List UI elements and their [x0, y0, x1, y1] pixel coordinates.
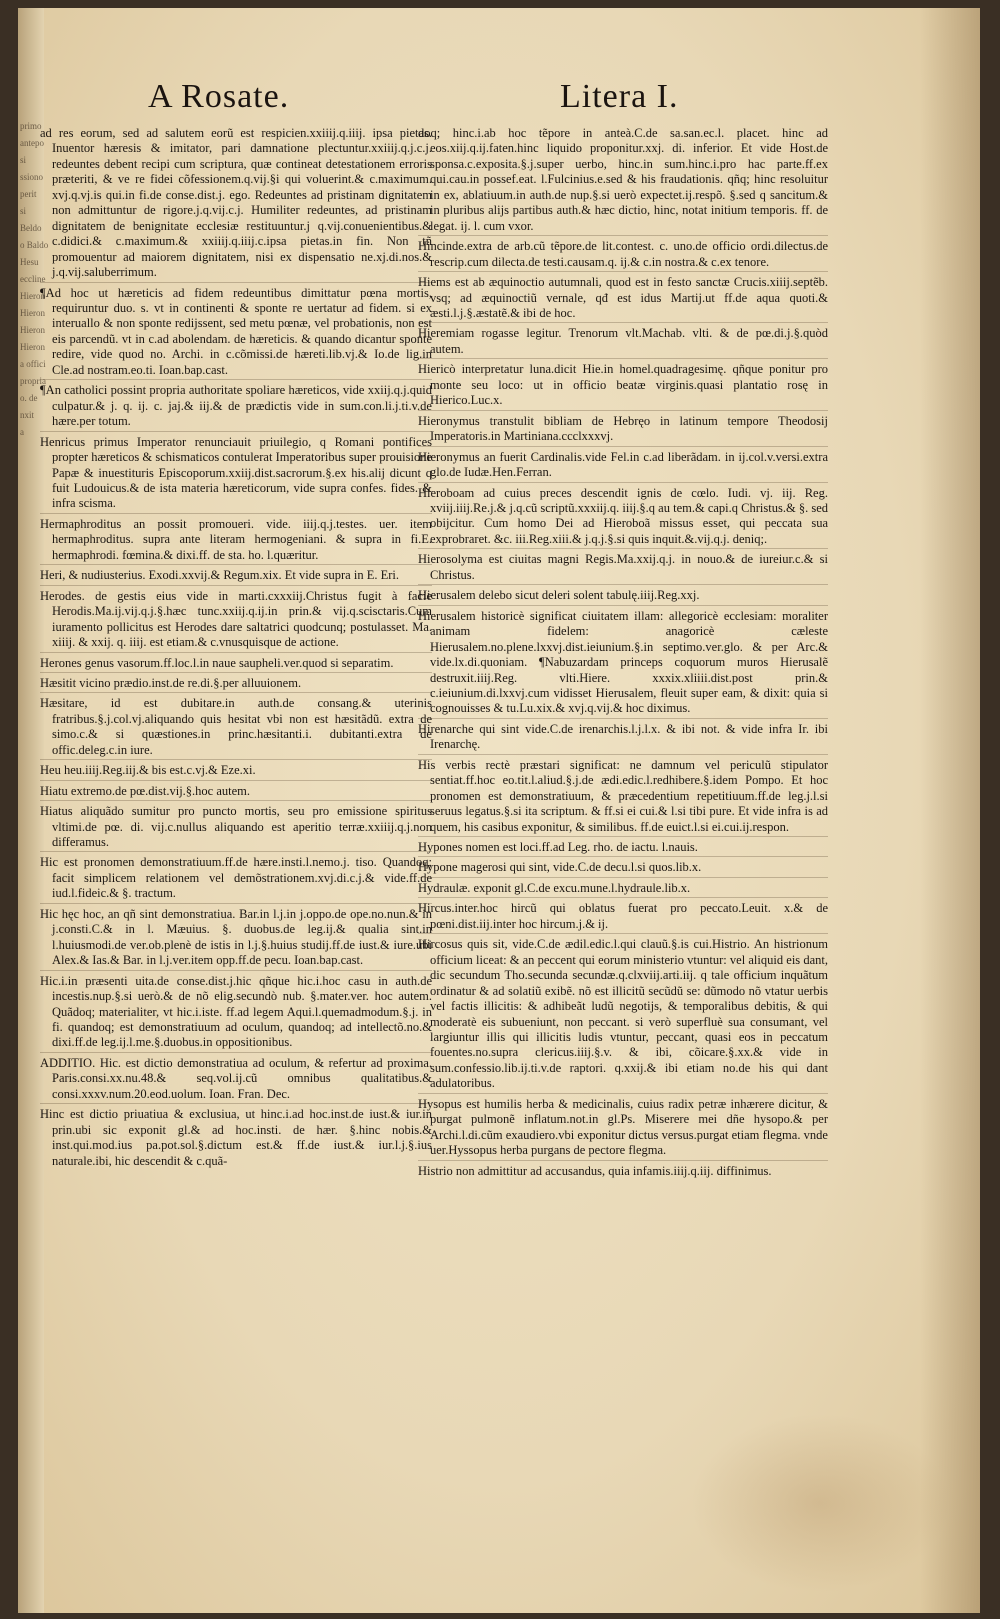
dictionary-entry: His verbis rectè præstari significat: ne damnum vel periculũ stipulator sentiat.ff.hoc eo.tit.l.aliud.§.j.de ædi.edic.l.redhibere.§.idem Pompo. Et hoc pronomen est demonstratiuum, & præcedentium repetitiuum.ff.de leg.j.l.si seruus legatus.§.si ita scriptum. & ff.si ei cui.& l.si tibi pure. Et vide infra is ad quem, his casibus exponitur, & similibus. ff.de euict.l.si ei.cui.ij.respon.: [418, 758, 828, 837]
dictionary-entry: Hic est pronomen demonstratiuum.ff.de hære.insti.l.nemo.j. tiso. Quandoq; facit simplicem relationem vel demõstrationem.xvj.di.c.j.& vide.ff.de iud.l.fideic.& §. tractum.: [40, 855, 432, 903]
dictionary-entry: Hiericò interpretatur luna.dicit Hie.in homel.quadragesimę. qñque ponitur pro monte seu loco: ut in officio beatæ virginis.quasi plantatio rosę in Hierico.Luc.x.: [418, 362, 828, 410]
dictionary-entry: Herones genus vasorum.ff.loc.l.in naue saupheli.ver.quod si separatim.: [40, 656, 432, 673]
margin-note: a: [20, 427, 24, 437]
margin-notes: [20, 118, 49, 441]
right-column: [418, 126, 828, 1183]
margin-note: Hieron: [20, 291, 45, 301]
margin-note: Beldo: [20, 223, 42, 233]
margin-note: Hieron: [20, 342, 45, 352]
page-edge-shadow: [920, 8, 980, 1613]
dictionary-entry: Hypones nomen est loci.ff.ad Leg. rho. de iactu. l.nauis.: [418, 840, 828, 857]
dictionary-entry: Hieroboam ad cuius preces descendit ignis de cœlo. Iudi. vj. iij. Reg. xviij.iiij.Re.j.& j.q.cũ scriptũ.xxxiij.q. iiij.§.q au tem.& capi.q Christus.& §. sed obijcitur. Cum homo Dei ad Hieroboã missus esset, qui peccata sua exprobraret. &c. iii.Reg.xiii.& j.q.j.§.si quis inquit.&.vij.q.j. deniq;.: [418, 486, 828, 550]
dictionary-entry: Hieronymus an fuerit Cardinalis.vide Fel.in c.ad liberãdam. in ij.col.v.versi.extra glo.de Iudæ.Hen.Ferran.: [418, 450, 828, 483]
dictionary-entry: Hincinde.extra de arb.cũ tẽpore.de lit.contest. c. uno.de officio ordi.dilectus.de rescrip.cum dilecta.de testi.causam.q. ij.& c.in nostra.& c.ex tenore.: [418, 239, 828, 272]
margin-note: o. de: [20, 393, 38, 403]
dictionary-entry: Hiatu extremo.de pœ.dist.vij.§.hoc autem.: [40, 784, 432, 801]
margin-note: Hesu: [20, 257, 39, 267]
dictionary-entry: Hæsitare, id est dubitare.in auth.de consang.& uterinis fratribus.§.j.col.vj.aliquando quis hesitat vbi non est hæsitãdũ. extra de simo.c.& si quæstiones.in princ.hæsitanti.i. dubitanti.extra de offic.deleg.c.in iure.: [40, 696, 432, 760]
margin-note: ssiono: [20, 172, 44, 182]
dictionary-entry: ADDITIO. Hic. est dictio demonstratiua ad oculum, & refertur ad proxima. Paris.consi.xx.nu.48.& seq.vol.ij.cũ omnibus qualitatibus.& consi.xxxv.num.20.eod.uolum. Ioan. Fran. Dec.: [40, 1056, 432, 1104]
dictionary-entry: Hircus.inter.hoc hircũ qui oblatus fuerat pro peccato.Leuit. x.& de pœni.dist.iij.inter hoc hircum.j.& ij.: [418, 901, 828, 934]
dictionary-entry: doq; hinc.i.ab hoc tẽpore in anteà.C.de sa.san.ec.l. placet. hinc ad eos.xiij.q.ij.faten.hinc liquido proponitur.xxj. di. inferior. Et vide Host.de sponsa.c.exposita.§.j.super uerbo, hinc.in sum.hinc.i.pro hac parte.ff.ex qui.cau.in possef.eat. l.Fulcinius.e.sed & his fraudationis. qñq; hinc resoluitur in ex, ablatiuum.in auth.de nup.§.si uerò expectet.ij.respõ. §.sed q sancitum.& in pluribus alijs partibus auth.& hæc dictio, hinc, notat initium temporis. ff. de legat. ij. l. cum vxor.: [418, 126, 828, 236]
dictionary-entry: Hieremiam rogasse legitur. Trenorum vlt.Machab. vlti. & de pœ.di.j.§.quòd autem.: [418, 326, 828, 359]
dictionary-entry: Hierusalem delebo sicut deleri solent tabulę.iiij.Reg.xxj.: [418, 588, 828, 605]
dictionary-entry: Hiatus aliquãdo sumitur pro puncto mortis, seu pro emissione spiritus vltimi.de pœ. di. vij.c.nullus aliquando est aperitio terræ.xxiiij.q.j.non differamus.: [40, 804, 432, 852]
dictionary-entry: Hieronymus transtulit bibliam de Hebręo in latinum tempore Theodosij Imperatoris.in Martiniana.ccclxxxvj.: [418, 414, 828, 447]
paper-stain: [690, 1413, 950, 1593]
dictionary-entry: ¶Ad hoc ut hæreticis ad fidem redeuntibus dimittatur pœna mortis, requiruntur duo. s. vt in continenti & sponte re uertatur ad fidem. si ex interuallo & non sponte redijssent, sed metu pœnæ, vel probationis, non est eis parcendũ. vt in c.ad abolendam. de hæreticis. & quando dicantur sponte redire, vide quod no. Archi. in c.cõmissi.de hæreti.lib.vj.& Io.de lig.in Cle.ad nostram.eo.ti. Ioan.bap.cast.: [40, 286, 432, 381]
margin-note: si: [20, 206, 27, 216]
dictionary-entry: Hierosolyma est ciuitas magni Regis.Ma.xxij.q.j. in nouo.& de iureiur.c.& si Christus.: [418, 552, 828, 585]
dictionary-entry: ¶An catholici possint propria authoritate spoliare hæreticos, vide xxiij.q.j.quid culpatur.& j. q. ij. c. jaj.& iij.& de prædictis vide in sum.con.li.j.ti.v.de hære.per totum.: [40, 383, 432, 431]
dictionary-entry: Hic.i.in præsenti uita.de conse.dist.j.hic qñque hic.i.hoc casu in auth.de incestis.nup.§.si uerò.& de nõ elig.secundò nub. §.mater.ver. hoc autem. Quãdoq; materialiter, vt hic.i.iste. ff.ad legem Aqui.l.quemadmodum.§.j. in fi. quandoq; est demonstratiuum ad oculum, quandoq; ad intellectõ.no.& dixi.ff.de leg.ij.l.me.§.duobus.in oppositionibus.: [40, 974, 432, 1053]
running-head-left: A Rosate.: [148, 78, 290, 115]
dictionary-entry: ad res eorum, sed ad salutem eorũ est respicien.xxiiij.q.iiij. ipsa pietas. Inuentor hæresis & imitator, pari damnatione plectuntur.xxiiij.q.j.c.j. redeuntes debent recipi cum scriptura, quæ contineat detestationem erroris præteriti, & ve re fidei cõfessionem.q.vij.§i qui voluerint.& c.maximum. xvj.q.vj.is qui.in fi.de conse.dist.j. ego. Redeuntes ad pristinam dignitatem non admittuntur de rigore.j.q.vij.c.j. Humiliter redeuntes, ad pristinam dignitatem de benignitate ecclesiæ restituuntur.j q.vij.conuenientibus.& c.didici.& c.maximum.& xxiiij.q.iiij.c.ipsa pietas.in fin. Non tñ promouentur ad maiorem dignitatem, nisi ex dispensatio ne.xj.di.nos.& j.q.vij.saluberrimum.: [40, 126, 432, 283]
dictionary-entry: Hirenarche qui sint vide.C.de irenarchis.l.j.l.x. & ibi not. & vide infra Ir. ibi Irenarchę.: [418, 722, 828, 755]
dictionary-entry: Hircosus quis sit, vide.C.de ædil.edic.l.qui clauũ.§.is cui.Histrio. An histrionum officium liceat: & an peccent qui eorum ministerio vtuntur: vel aliquid eis dant, dic secundum Tho.secunda secundæ.q.clxviij.arti.iij. q tale officium inquãtum ordinatur & ad solatiũ exibẽ. nõ est illicitũ secũdũ se: dũmodo nõ vtatur uerbis vel factis illicitis: & adhibeãt ludũ negotijs, & temporalibus debitis, & qui moderatè eis subueniunt, non peccant. si verò superfluè sua consumant, vel largiuntur illis qui illicitis ludis vtuntur, peccant, quasi eos in peccatum fouentes.no.supra clericus.iiij.§.v. & ibi, cõicare.§.xx.& vide in sum.confessio.lib.ij.ti.v.de raptori. q.xxij.& ibi etiam no.de his qui dant adulatoribus.: [418, 937, 828, 1094]
margin-note: a offici: [20, 359, 46, 369]
dictionary-entry: Hic hęc hoc, an qñ sint demonstratiua. Bar.in l.j.in j.oppo.de ope.no.nun.& in j.consti.C.& in l. Mæuius. §. duobus.de leg.ij.& qualia sint.in l.huiusmodi.de ver.ob.plenè de istis in l.j.§.huius studij.ff.de iust.& iure.ubi Alex.& Ias.& Bar. in l.j.ver.item opp.ff.de pecu. Ioan.bap.cast.: [40, 907, 432, 971]
margin-note: antepo: [20, 138, 44, 148]
margin-note: perit: [20, 189, 37, 199]
dictionary-entry: Heu heu.iiij.Reg.iij.& bis est.c.vj.& Eze.xi.: [40, 763, 432, 780]
dictionary-entry: Hiems est ab æquinoctio autumnali, quod est in festo sanctæ Crucis.xiiij.septẽb. vsq; ad æquinoctiũ vernale, qđ est idus Martij.ut ff.de aqua quoti.& æsti.l.j.§.æstatẽ.& ibi de hoc.: [418, 275, 828, 323]
margin-note: nxit: [20, 410, 35, 420]
dictionary-entry: Hydraulæ. exponit gl.C.de excu.mune.l.hydraule.lib.x.: [418, 881, 828, 898]
margin-note: propria: [20, 376, 46, 386]
dictionary-entry: Hæsitit vicino prædio.inst.de re.di.§.per alluuionem.: [40, 676, 432, 693]
margin-note: eccline: [20, 274, 46, 284]
dictionary-entry: Hermaphroditus an possit promoueri. vide. iiij.q.j.testes. uer. item hermaphroditus. supra ante literam hermogeniani. & supra in fi.E. hermaphrodi. fœmina.& dixi.ff. de sta. ho. l.quæritur.: [40, 517, 432, 565]
running-head-right: Litera I.: [560, 78, 679, 115]
dictionary-entry: Hierusalem historicè significat ciuitatem illam: allegoricè ecclesiam: moraliter animam fidelem: anagoricè cæleste Hierusalem.no.plene.lxxvj.dist.ieiunium.§.in septimo.ver.glo. & per Arc.& vide.lx.di.quoniam. ¶Nabuzardam princeps coquorum muros Hierusalẽ destruxit.iiij.Reg. vlti.Hiere. xxxix.xliiii.dist.post prin.& c.ieiunium.di.lxxvj.cum vidisset Hierusalem, fleuit super eam, & dixit: quia si cognouisses & tu.Lu.xix.& xvj.q.vij.& hoc diximus.: [418, 609, 828, 719]
margin-note: primo: [20, 121, 42, 131]
margin-note: o Baldo: [20, 240, 49, 250]
page-header: [18, 78, 980, 128]
dictionary-entry: Herodes. de gestis eius vide in marti.cxxxiij.Christus fugit à facie Herodis.Ma.ij.vij.q.j.§.hæc tunc.xxiij.q.ij.in prin.& vij.q.scisctaris.Cum iuramento pollicitus est Herodes dare saltatrici quodcunq; postulasset. Ma. xiiij. & xxij. q. iiij. est etiam.& c.vnusquisque de actione.: [40, 589, 432, 653]
margin-note: si: [20, 155, 27, 165]
book-page: [18, 8, 980, 1613]
dictionary-entry: Histrio non admittitur ad accusandus, quia infamis.iiij.q.iij. diffinimus.: [418, 1163, 772, 1178]
left-column: [40, 126, 432, 1173]
margin-note: Hieron: [20, 325, 45, 335]
dictionary-entry: Heri, & nudiusterius. Exodi.xxvij.& Regum.xix. Et vide supra in E. Eri.: [40, 568, 432, 585]
margin-note: Hieron: [20, 308, 45, 318]
dictionary-entry: Hypone magerosi qui sint, vide.C.de decu.l.si quos.lib.x.: [418, 860, 828, 877]
dictionary-entry: Hinc est dictio priuatiua & exclusiua, ut hinc.i.ad hoc.inst.de iust.& iur.in prin.ubi sic exponit gl.& ad hoc.insti. de hær. §.hinc nobis.& inst.qui.mod.ius pa.pot.sol.§.dictum est.& ff.de iust.& iur.l.j.§.ius naturale.ibi, hic descendit & c.quã-: [40, 1107, 432, 1168]
dictionary-entry: Henricus primus Imperator renunciauit priuilegio, q Romani pontifices propter hæreticos & schismaticos contulerat Imperatoribus super prouisione Papæ & inuestituris Episcoporum.xxiij.dist.sacrorum.§.ex his.alij dicunt q fuit Ludouicus.& de ista materia hæreticorum, vide supra confes. fides. & infra scisma.: [40, 435, 432, 514]
dictionary-entry: Hysopus est humilis herba & medicinalis, cuius radix petræ inhærere dicitur, & purgat pulmonẽ inflatum.not.in gl.Ps. Miserere mei dñe hysopo.& per Archi.l.di.cũm exaudiero.vbi exponitur dictus versus.purgat etiam flegma. vnde uer.Hyssopus herba purgans de pectore flegma.: [418, 1097, 828, 1161]
